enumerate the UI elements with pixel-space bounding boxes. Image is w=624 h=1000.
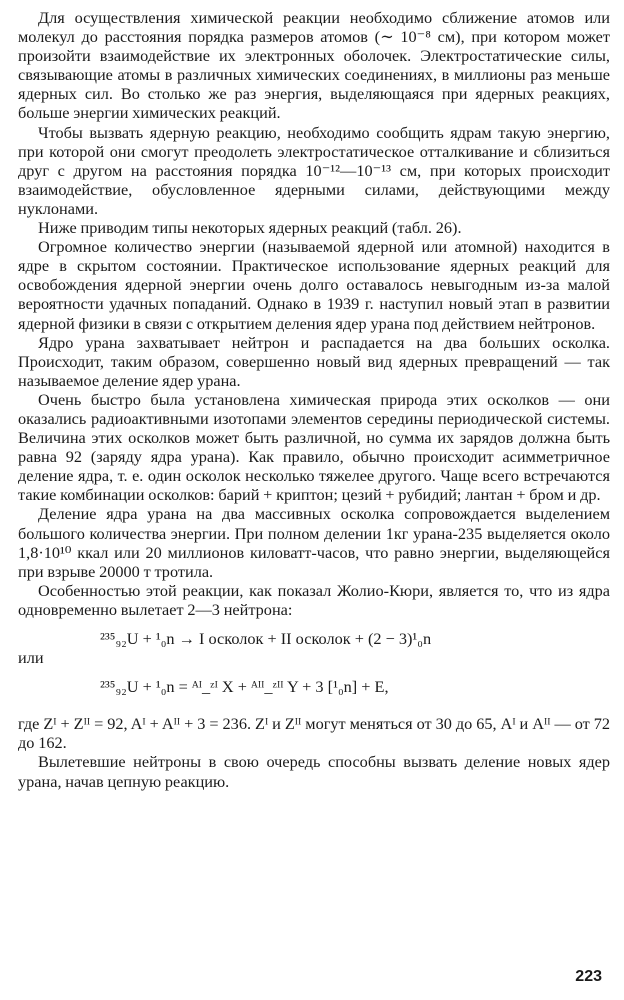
paragraph: где Zᴵ + Zᴵᴵ = 92, Aᴵ + Aᴵᴵ + 3 = 236. Zᴵ и Zᴵᴵ могут меняться от 30 до 65, Aᴵ и Aᴵᴵ — от 72 до 162. xyxy=(18,714,610,753)
paragraph: Ниже приводим типы некоторых ядерных реакций (табл. 26). xyxy=(38,218,462,238)
paragraph: Ядро урана захватывает нейтрон и распадается на два больших осколка. Происходит, таким образом, совершенно новый вид ядерных превращений — так называемое деление ядер урана. xyxy=(18,332,610,390)
paragraph: Для осуществления химической реакции необходимо сближение атомов или молекул до расстояния порядка размеров атомов (∼ 10⁻⁸ см), при котором может произойти взаимодействие их электронных оболочек. Электростатические силы, связывающие атомы в различных химических соединениях, в миллионы раз меньше ядерных сил. Во столько же раз энергия, выделяющаяся при ядерных реакциях, больше энергии химических реакций. xyxy=(18,8,610,123)
fission-equation: ²³⁵₉₂U + ¹₀n → I осколок + II осколок + (2 − 3)¹₀n xyxy=(100,629,432,648)
paragraph: Вылетевшие нейтроны в свою очередь способны вызвать деление новых ядер урана, начав цепную реакцию. xyxy=(18,752,610,791)
fission-general-equation: ²³⁵₉₂U + ¹₀n = ᴬᴵ_ᶻᴵ X + ᴬᴵᴵ_ᶻᴵᴵ Y + 3 [¹₀n] + E, xyxy=(100,677,389,697)
paragraph: Огромное количество энергии (называемой ядерной или атомной) находится в ядре в скрытом состоянии. Практическое использование ядерных реакций для освобождения ядерной энергии очень долго оставалось невыгодным из-за малой вероятности удачных попаданий. Однако в 1939 г. наступил новый этап в развитии ядерной физики в связи с открытием деления ядер урана под действием нейтронов. xyxy=(18,237,610,333)
connector-word: или xyxy=(18,648,44,668)
paragraph: Очень быстро была установлена химическая природа этих осколков — они оказались радиоактивными изотопами элементов середины периодической системы. Величина этих осколков может быть различной, но сумма их зарядов должна быть равна 92 (заряду ядра урана). Как правило, обычно происходит асимметричное деление ядра, т. е. один осколок несколько тяжелее другого. Чаще всего встречаются такие комбинации осколков: барий + криптон; цезий + рубидий; лантан + бром и др. xyxy=(18,389,610,505)
paragraph: Деление ядра урана на два массивных осколка сопровождается выделением большого количества энергии. При полном делении 1кг урана-235 выделяется около 1,8·10¹⁰ ккал или 20 миллионов киловатт-часов, что равно энергии, выделяющейся при взрыве 20000 т тротила. xyxy=(18,504,610,581)
page-number: 223 xyxy=(575,968,602,985)
paragraph: Особенностью этой реакции, как показал Жолио-Кюри, является то, что из ядра одновременно вылетает 2—3 нейтрона: xyxy=(18,580,610,619)
paragraph: Чтобы вызвать ядерную реакцию, необходимо сообщить ядрам такую энергию, при которой они смогут преодолеть электростатическое отталкивание и сблизиться друг с другом на расстояния порядка 10⁻¹²—10⁻¹³ см, при которых происходит взаимодействие, обусловленное ядерными силами, действующими между нуклонами. xyxy=(18,122,610,218)
